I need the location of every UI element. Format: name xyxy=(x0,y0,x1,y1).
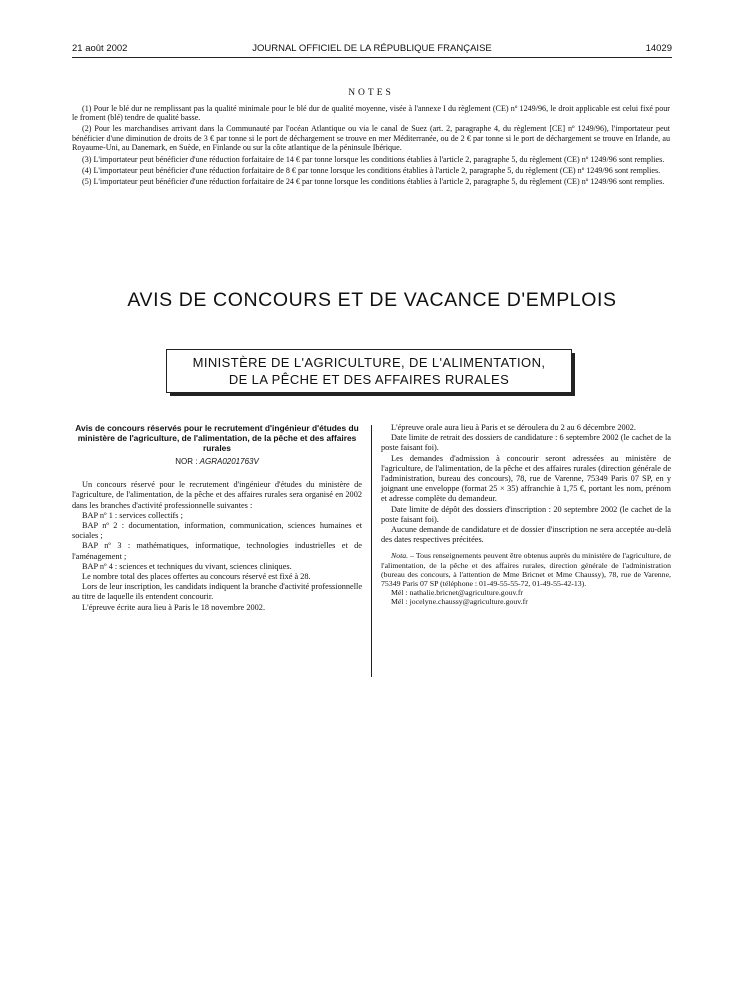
nor-code: AGRA0201763V xyxy=(199,457,259,466)
nor-label: NOR : xyxy=(175,457,198,466)
article-paragraph: BAP nº 4 : sciences et techniques du vivant, sciences cliniques. xyxy=(82,561,292,571)
note-item: (2) Pour les marchandises arrivant dans la Communauté par l'océan Atlantique ou via le canal de Suez (art. 2, paragraphe 4, du règlement [CE] nº 1249/96), l'importateur peut bénéficier d'une diminution de droits de 3 € par tonne si le port de déchargement se trouve en mer Méditerranée, ou de 2 € par tonne si le port de déchargement se trouve en Irlande, au Royaume-Uni, au Danemark, en Suède, en Finlande ou sur la côte atlantique de la péninsule Ibérique. xyxy=(72,124,670,153)
note-item: (3) L'importateur peut bénéficier d'une réduction forfaitaire de 14 € par tonne lorsque les conditions établies à l'article 2, paragraphe 5, du règlement (CE) nº 1249/96 sont remplies. xyxy=(82,154,665,164)
column-divider xyxy=(371,425,372,677)
section-title: AVIS DE CONCOURS ET DE VACANCE D'EMPLOIS xyxy=(127,289,617,311)
contact-note xyxy=(381,551,671,588)
article-paragraph: BAP nº 3 : mathématiques, informatique, technologies industrielles et de l'aménagement ; xyxy=(72,541,362,561)
article-paragraph: Lors de leur inscription, les candidats indiquent la branche d'activité professionnelle au titre de laquelle ils entendent concourir. xyxy=(72,582,362,602)
article-paragraph: Aucune demande de candidature et de dossier d'inscription ne sera acceptée au-delà des dates respectives précitées. xyxy=(381,525,671,545)
email-contact-1: Mél : nathalie.bricnet@agriculture.gouv.fr xyxy=(391,588,524,598)
article-paragraph: Date limite de dépôt des dossiers d'inscription : 20 septembre 2002 (le cachet de la poste faisant foi). xyxy=(381,504,671,524)
header-date: 21 août 2002 xyxy=(72,43,128,54)
article-paragraph: BAP nº 2 : documentation, information, communication, sciences humaines et sociales ; xyxy=(72,521,362,541)
article-left-column xyxy=(72,423,362,613)
ministry-line-1: MINISTÈRE DE L'AGRICULTURE, DE L'ALIMENTATION, xyxy=(192,355,546,370)
ministry-box-shadow-side xyxy=(572,353,575,396)
header-journal-title: JOURNAL OFFICIEL DE LA RÉPUBLIQUE FRANÇAISE xyxy=(252,43,492,54)
header-page-number: 14029 xyxy=(645,43,672,54)
article-paragraph: Le nombre total des places offertes au concours réservé est fixé à 28. xyxy=(82,572,311,582)
notes-section xyxy=(72,89,670,188)
notes-title: NOTES xyxy=(348,88,394,98)
nor-reference xyxy=(72,457,362,467)
ministry-heading-box xyxy=(166,349,572,393)
note-item: (4) L'importateur peut bénéficier d'une réduction forfaitaire de 8 € par tonne lorsque les conditions établies à l'article 2, paragraphe 5, du règlement (CE) nº 1249/96 sont remplies. xyxy=(82,165,661,175)
header-rule xyxy=(72,57,672,58)
email-contact-2: Mél : jocelyne.chaussy@agriculture.gouv.fr xyxy=(391,597,528,607)
article-paragraph: L'épreuve orale aura lieu à Paris et se déroulera du 2 au 6 décembre 2002. xyxy=(391,423,636,432)
ministry-line-2: DE LA PÊCHE ET DES AFFAIRES RURALES xyxy=(228,371,510,387)
article-title: Avis de concours réservés pour le recrutement d'ingénieur d'études du ministère de l'agriculture, de l'alimentation, de la pêche et des affaires rurales xyxy=(75,423,359,453)
article-right-column xyxy=(381,423,671,607)
article-paragraph: BAP nº 1 : services collectifs ; xyxy=(82,510,183,520)
article-paragraph: Un concours réservé pour le recrutement d'ingénieur d'études du ministère de l'agriculture, de l'alimentation, de la pêche et des affaires rurales sera organisé en 2002 dans les branches d'activité professionnelle suivantes : xyxy=(72,480,362,510)
note-item: (5) L'importateur peut bénéficier d'une réduction forfaitaire de 24 € par tonne lorsque les conditions établies à l'article 2, paragraphe 5, du règlement (CE) nº 1249/96 sont remplies. xyxy=(82,176,665,186)
running-header xyxy=(72,43,672,57)
article-paragraph: Les demandes d'admission à concourir seront adressées au ministère de l'agriculture, de l'alimentation, de la pêche et des affaires rurales (direction générale de l'administration, bureau des concours), 78, rue de Varenne, 75349 Paris 07 SP, en y joignant une enveloppe (format 25 × 35) affranchie à 1,75 €, portant les nom, prénom et adresse complète du demandeur. xyxy=(381,453,671,504)
article-paragraph: L'épreuve écrite aura lieu à Paris le 18 novembre 2002. xyxy=(82,602,266,612)
note-text: – Tous renseignements peuvent être obtenus auprès du ministère de l'agriculture, de l'alimentation, de la pêche et des affaires rurales, direction générale de l'administration (bureau des concours, à l'attention de Mme Bricnet et Mme Chaussy), 78, rue de Varenne, 75349 Paris 07 SP (téléphone : 01-49-55-55-72, 01-49-55-42-13). xyxy=(381,551,671,589)
article-paragraph: Date limite de retrait des dossiers de candidature : 6 septembre 2002 (le cachet de la poste faisant foi). xyxy=(381,433,671,453)
ministry-box-shadow xyxy=(170,393,575,396)
note-label: Nota. xyxy=(391,551,409,561)
note-item: (1) Pour le blé dur ne remplissant pas la qualité minimale pour le blé dur de qualité moyenne, visée à l'annexe I du règlement (CE) nº 1249/96, le droit applicable est celui fixé pour le froment (blé) tendre de qualité basse. xyxy=(72,103,670,123)
